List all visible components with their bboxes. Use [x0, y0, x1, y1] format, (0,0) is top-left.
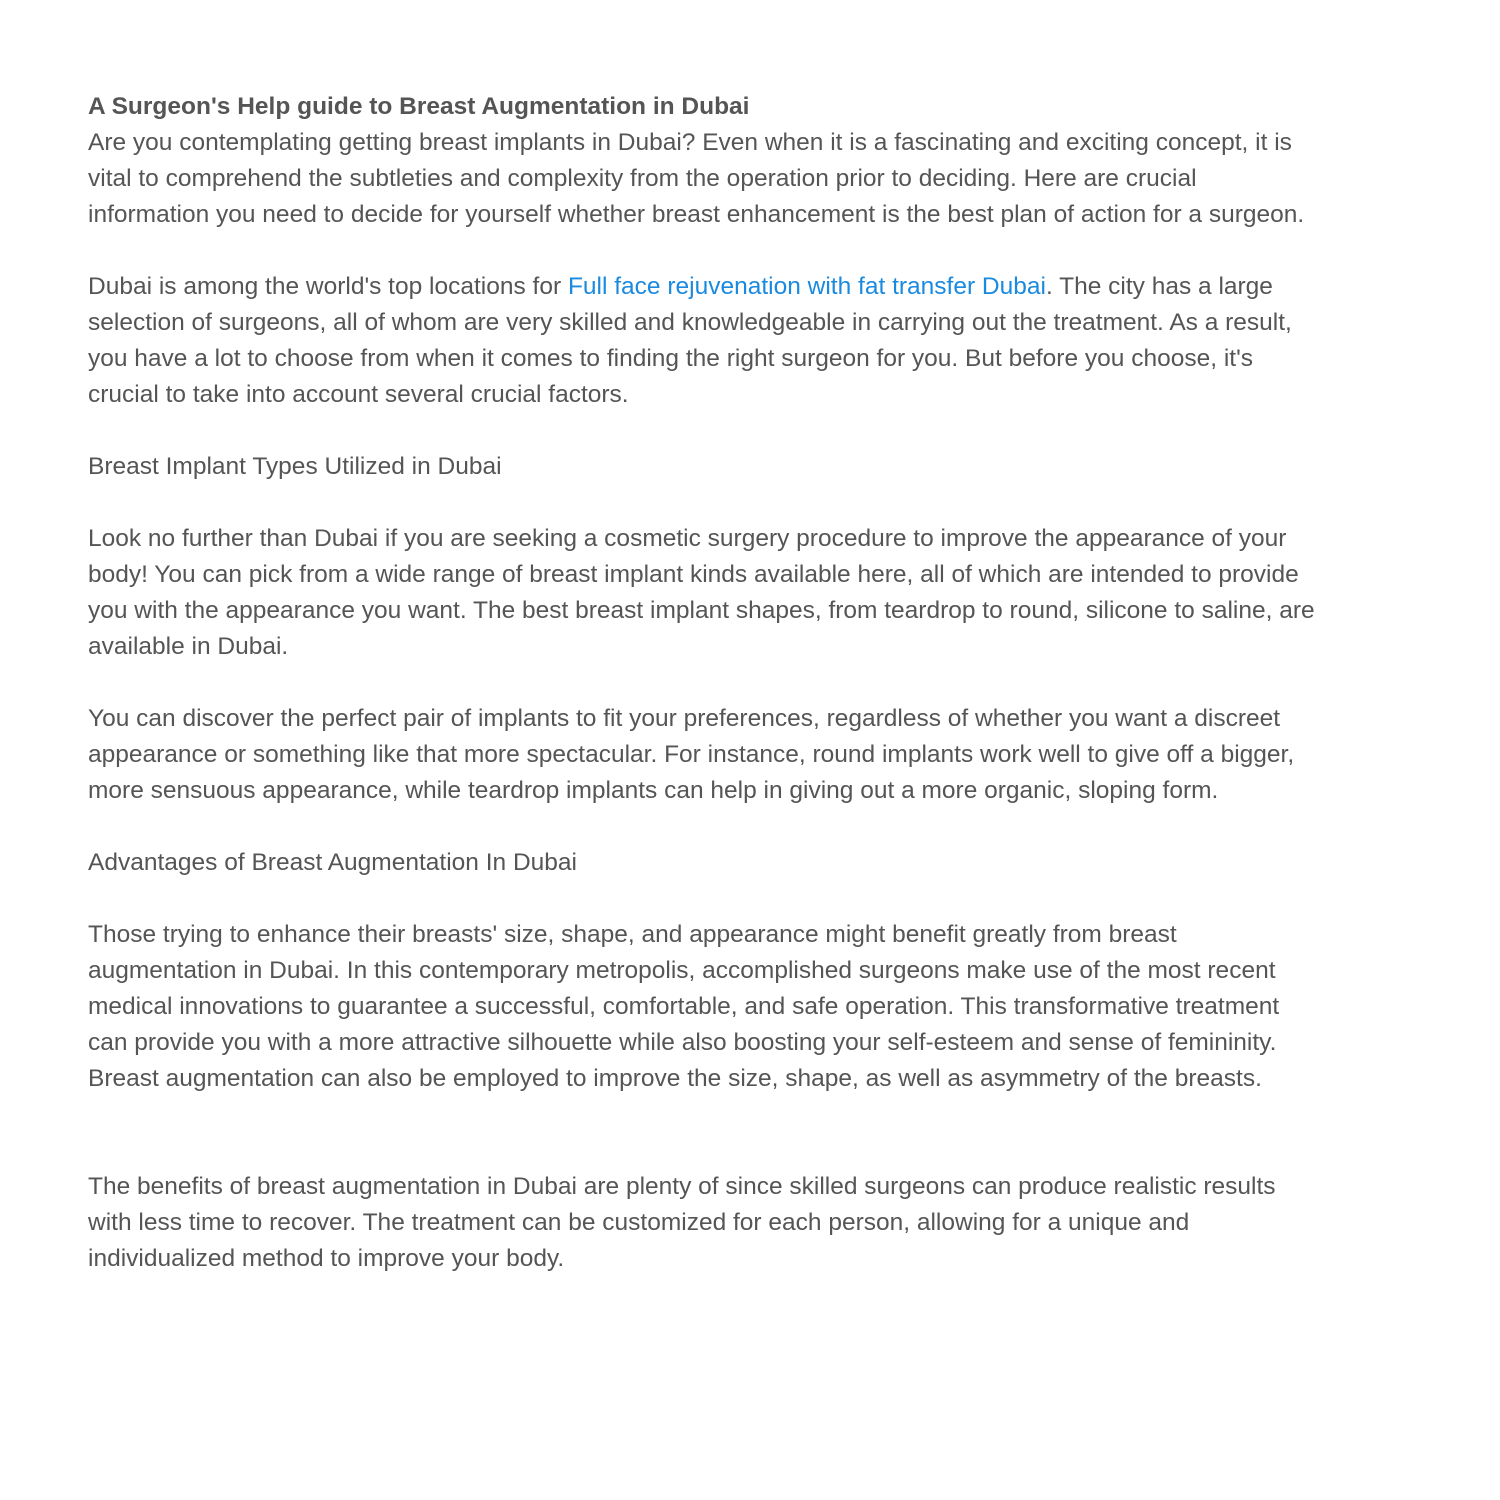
text-line: with less time to recover. The treatment can be customized for each person, allowing for a unique and — [88, 1209, 1190, 1236]
document-title: A Surgeon's Help guide to Breast Augmentation in Dubai — [88, 93, 750, 120]
paragraph-benefits — [88, 1169, 1468, 1277]
text-line: The benefits of breast augmentation in Dubai are plenty of since skilled surgeons can produce realistic results — [88, 1173, 1276, 1200]
text-line — [88, 269, 1468, 305]
text-segment: Dubai is among the world's top locations for — [88, 273, 568, 300]
text-line: augmentation in Dubai. In this contemporary metropolis, accomplished surgeons make use of the most recent — [88, 957, 1276, 984]
text-line: you have a lot to choose from when it comes to finding the right surgeon for you. But before you choose, it's — [88, 345, 1254, 372]
text-line: information you need to decide for yourself whether breast enhancement is the best plan of action for a surgeon. — [88, 201, 1305, 228]
document-body — [88, 89, 1468, 1277]
section-heading-implant-types: Breast Implant Types Utilized in Dubai — [88, 453, 502, 480]
text-line: Those trying to enhance their breasts' size, shape, and appearance might benefit greatly from breast — [88, 921, 1177, 948]
fat-transfer-link[interactable]: Full face rejuvenation with fat transfer Dubai — [567, 273, 1046, 300]
text-segment: . The city has a large — [1045, 273, 1273, 300]
text-line: Breast augmentation can also be employed to improve the size, shape, as well as asymmetry of the breasts. — [88, 1065, 1262, 1092]
text-line: appearance or something like that more spectacular. For instance, round implants work well to give off a bigger, — [88, 741, 1295, 768]
text-line: body! You can pick from a wide range of breast implant kinds available here, all of which are intended to provide — [88, 561, 1299, 588]
text-line: you with the appearance you want. The best breast implant shapes, from teardrop to round, silicone to saline, are — [88, 597, 1315, 624]
paragraph-advantages — [88, 917, 1468, 1097]
section-heading-advantages: Advantages of Breast Augmentation In Dubai — [88, 849, 577, 876]
paragraph-implant-choice — [88, 701, 1468, 809]
text-line: crucial to take into account several crucial factors. — [88, 381, 629, 408]
text-line: individualized method to improve your body. — [88, 1245, 565, 1272]
text-line: available in Dubai. — [88, 633, 289, 660]
text-line: You can discover the perfect pair of implants to fit your preferences, regardless of whether you want a discreet — [88, 705, 1281, 732]
text-line: Look no further than Dubai if you are seeking a cosmetic surgery procedure to improve the appearance of your — [88, 525, 1287, 552]
text-line: more sensuous appearance, while teardrop implants can help in giving out a more organic, sloping form. — [88, 777, 1219, 804]
paragraph-implant-types — [88, 521, 1468, 665]
paragraph-intro — [88, 125, 1468, 233]
text-line: Are you contemplating getting breast implants in Dubai? Even when it is a fascinating and exciting concept, it is — [88, 129, 1292, 156]
text-line: vital to comprehend the subtleties and complexity from the operation prior to deciding. Here are crucial — [88, 165, 1197, 192]
paragraph-dubai — [88, 269, 1468, 413]
text-line: selection of surgeons, all of whom are very skilled and knowledgeable in carrying out the treatment. As a result, — [88, 309, 1292, 336]
text-line: can provide you with a more attractive silhouette while also boosting your self-esteem and sense of femininity. — [88, 1029, 1277, 1056]
text-line: medical innovations to guarantee a successful, comfortable, and safe operation. This transformative treatment — [88, 993, 1280, 1020]
